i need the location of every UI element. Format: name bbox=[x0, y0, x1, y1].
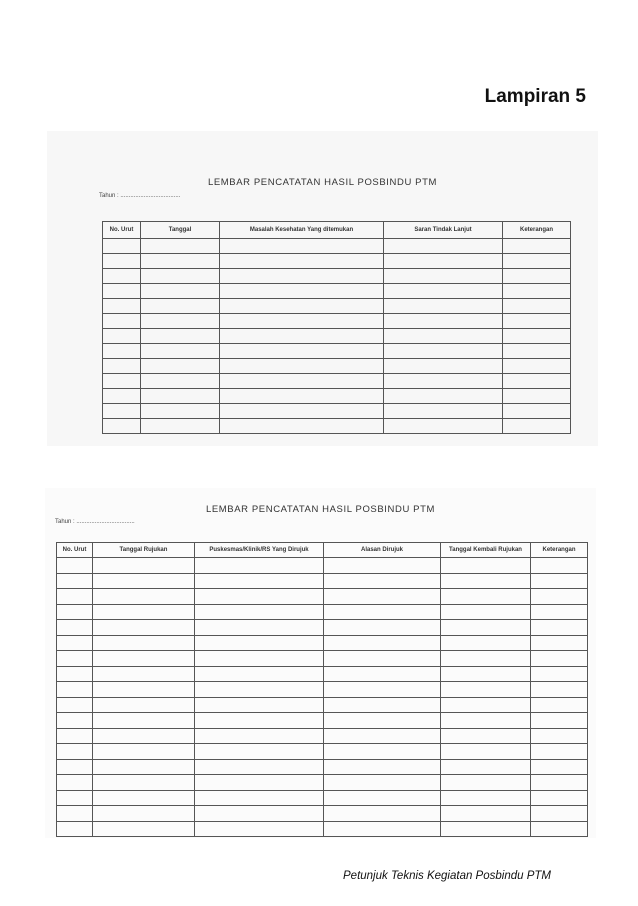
table-cell bbox=[57, 790, 93, 806]
table-cell bbox=[441, 573, 531, 589]
table-row bbox=[57, 682, 588, 698]
table-cell bbox=[531, 635, 588, 651]
table-cell bbox=[93, 604, 195, 620]
table-cell bbox=[503, 269, 571, 284]
table-cell bbox=[93, 697, 195, 713]
table-cell bbox=[220, 269, 384, 284]
table-cell bbox=[531, 821, 588, 837]
table-cell bbox=[141, 284, 220, 299]
table-cell bbox=[57, 775, 93, 791]
table-cell bbox=[141, 359, 220, 374]
table-cell bbox=[93, 821, 195, 837]
table-cell bbox=[103, 419, 141, 434]
table-cell bbox=[220, 374, 384, 389]
table-cell bbox=[57, 744, 93, 760]
table-cell bbox=[324, 821, 441, 837]
table-cell bbox=[103, 329, 141, 344]
form-1-header-saran: Saran Tindak Lanjut bbox=[384, 222, 503, 239]
table-cell bbox=[57, 620, 93, 636]
form-1-header-masalah: Masalah Kesehatan Yang ditemukan bbox=[220, 222, 384, 239]
table-cell bbox=[93, 728, 195, 744]
table-cell bbox=[384, 404, 503, 419]
table-cell bbox=[220, 329, 384, 344]
table-cell bbox=[195, 573, 324, 589]
table-cell bbox=[531, 573, 588, 589]
table-cell bbox=[195, 589, 324, 605]
table-cell bbox=[531, 713, 588, 729]
table-cell bbox=[531, 728, 588, 744]
table-cell bbox=[441, 821, 531, 837]
table-cell bbox=[441, 775, 531, 791]
table-cell bbox=[57, 651, 93, 667]
table-cell bbox=[220, 254, 384, 269]
form-2-title: LEMBAR PENCATATAN HASIL POSBINDU PTM bbox=[205, 504, 436, 515]
table-cell bbox=[384, 269, 503, 284]
table-cell bbox=[441, 759, 531, 775]
table-cell bbox=[441, 806, 531, 822]
table-cell bbox=[93, 759, 195, 775]
table-cell bbox=[57, 682, 93, 698]
table-cell bbox=[195, 806, 324, 822]
table-cell bbox=[384, 389, 503, 404]
table-cell bbox=[503, 299, 571, 314]
table-cell bbox=[531, 697, 588, 713]
table-cell bbox=[195, 744, 324, 760]
table-row bbox=[57, 651, 588, 667]
table-row bbox=[57, 589, 588, 605]
table-cell bbox=[441, 589, 531, 605]
table-cell bbox=[57, 573, 93, 589]
table-row bbox=[57, 573, 588, 589]
table-cell bbox=[503, 329, 571, 344]
table-cell bbox=[324, 666, 441, 682]
table-row bbox=[103, 359, 571, 374]
table-cell bbox=[57, 589, 93, 605]
table-cell bbox=[324, 558, 441, 574]
scanned-form-1 bbox=[47, 131, 598, 446]
table-cell bbox=[93, 806, 195, 822]
form-2-table bbox=[56, 542, 588, 837]
table-row bbox=[57, 821, 588, 837]
table-cell bbox=[195, 790, 324, 806]
table-cell bbox=[220, 284, 384, 299]
table-cell bbox=[57, 821, 93, 837]
table-cell bbox=[324, 713, 441, 729]
table-cell bbox=[93, 775, 195, 791]
table-cell bbox=[324, 744, 441, 760]
table-cell bbox=[441, 713, 531, 729]
table-cell bbox=[531, 604, 588, 620]
table-cell bbox=[441, 651, 531, 667]
table-cell bbox=[441, 682, 531, 698]
table-cell bbox=[384, 299, 503, 314]
table-row bbox=[103, 269, 571, 284]
scanned-form-2 bbox=[45, 488, 596, 838]
table-cell bbox=[441, 744, 531, 760]
table-row bbox=[57, 713, 588, 729]
table-cell bbox=[503, 389, 571, 404]
table-row bbox=[103, 284, 571, 299]
table-cell bbox=[195, 620, 324, 636]
table-cell bbox=[531, 651, 588, 667]
table-cell bbox=[384, 359, 503, 374]
table-cell bbox=[93, 651, 195, 667]
table-cell bbox=[103, 254, 141, 269]
table-cell bbox=[103, 269, 141, 284]
table-cell bbox=[195, 821, 324, 837]
table-cell bbox=[93, 635, 195, 651]
table-row bbox=[57, 759, 588, 775]
table-row bbox=[57, 806, 588, 822]
table-cell bbox=[195, 666, 324, 682]
table-cell bbox=[141, 299, 220, 314]
table-cell bbox=[141, 389, 220, 404]
table-cell bbox=[195, 697, 324, 713]
form-2-header-keterangan: Keterangan bbox=[531, 543, 588, 558]
table-cell bbox=[531, 790, 588, 806]
table-cell bbox=[103, 314, 141, 329]
table-cell bbox=[384, 314, 503, 329]
table-cell bbox=[324, 651, 441, 667]
table-cell bbox=[93, 744, 195, 760]
table-cell bbox=[103, 359, 141, 374]
table-cell bbox=[141, 344, 220, 359]
table-row bbox=[103, 344, 571, 359]
table-cell bbox=[531, 620, 588, 636]
form-2-header-tanggal-kembali: Tanggal Kembali Rujukan bbox=[441, 543, 531, 558]
table-cell bbox=[441, 728, 531, 744]
table-cell bbox=[220, 299, 384, 314]
table-cell bbox=[93, 790, 195, 806]
table-row bbox=[103, 299, 571, 314]
table-cell bbox=[531, 759, 588, 775]
table-cell bbox=[195, 635, 324, 651]
table-cell bbox=[93, 558, 195, 574]
table-cell bbox=[195, 604, 324, 620]
form-1-header-tanggal: Tanggal bbox=[141, 222, 220, 239]
table-cell bbox=[531, 666, 588, 682]
table-cell bbox=[324, 775, 441, 791]
table-cell bbox=[324, 635, 441, 651]
table-cell bbox=[324, 806, 441, 822]
table-cell bbox=[531, 558, 588, 574]
form-1-table bbox=[102, 221, 571, 434]
table-cell bbox=[93, 666, 195, 682]
table-cell bbox=[384, 344, 503, 359]
table-cell bbox=[503, 254, 571, 269]
table-cell bbox=[503, 314, 571, 329]
table-cell bbox=[195, 651, 324, 667]
table-cell bbox=[324, 697, 441, 713]
table-cell bbox=[441, 604, 531, 620]
table-cell bbox=[141, 329, 220, 344]
table-cell bbox=[103, 239, 141, 254]
table-cell bbox=[103, 374, 141, 389]
table-cell bbox=[220, 239, 384, 254]
table-row bbox=[103, 404, 571, 419]
form-1-header-no-urut: No. Urut bbox=[103, 222, 141, 239]
table-cell bbox=[93, 713, 195, 729]
table-cell bbox=[195, 775, 324, 791]
form-2-table-body bbox=[57, 558, 588, 837]
table-row bbox=[103, 239, 571, 254]
table-cell bbox=[57, 697, 93, 713]
table-cell bbox=[57, 806, 93, 822]
table-cell bbox=[141, 314, 220, 329]
table-cell bbox=[503, 359, 571, 374]
table-row bbox=[103, 389, 571, 404]
form-1-title: LEMBAR PENCATATAN HASIL POSBINDU PTM bbox=[207, 177, 438, 188]
table-cell bbox=[93, 589, 195, 605]
table-row bbox=[57, 697, 588, 713]
table-cell bbox=[57, 635, 93, 651]
table-row bbox=[57, 728, 588, 744]
table-cell bbox=[220, 419, 384, 434]
table-cell bbox=[531, 589, 588, 605]
table-row bbox=[57, 620, 588, 636]
table-cell bbox=[220, 404, 384, 419]
form-2-header-alasan: Alasan Dirujuk bbox=[324, 543, 441, 558]
table-cell bbox=[103, 284, 141, 299]
table-cell bbox=[103, 389, 141, 404]
table-cell bbox=[195, 558, 324, 574]
table-cell bbox=[57, 558, 93, 574]
table-cell bbox=[324, 728, 441, 744]
table-row bbox=[103, 419, 571, 434]
table-cell bbox=[141, 404, 220, 419]
table-cell bbox=[324, 759, 441, 775]
table-cell bbox=[93, 682, 195, 698]
table-cell bbox=[57, 604, 93, 620]
table-cell bbox=[220, 359, 384, 374]
table-cell bbox=[531, 744, 588, 760]
table-cell bbox=[220, 344, 384, 359]
table-cell bbox=[384, 284, 503, 299]
table-cell bbox=[195, 759, 324, 775]
table-cell bbox=[441, 620, 531, 636]
table-cell bbox=[324, 620, 441, 636]
form-1-tahun: Tahun : .................................... bbox=[99, 193, 181, 199]
table-cell bbox=[324, 604, 441, 620]
table-cell bbox=[141, 254, 220, 269]
table-cell bbox=[531, 775, 588, 791]
table-cell bbox=[503, 239, 571, 254]
table-cell bbox=[93, 620, 195, 636]
form-2-header-puskesmas: Puskesmas/Klinik/RS Yang Dirujuk bbox=[195, 543, 324, 558]
table-row bbox=[57, 558, 588, 574]
table-cell bbox=[384, 374, 503, 389]
table-cell bbox=[324, 790, 441, 806]
table-cell bbox=[141, 419, 220, 434]
table-cell bbox=[195, 728, 324, 744]
table-cell bbox=[57, 728, 93, 744]
table-row bbox=[103, 329, 571, 344]
table-cell bbox=[324, 573, 441, 589]
table-cell bbox=[441, 697, 531, 713]
table-cell bbox=[324, 589, 441, 605]
table-row bbox=[57, 775, 588, 791]
table-cell bbox=[441, 790, 531, 806]
table-cell bbox=[195, 682, 324, 698]
form-2-tahun: Tahun : ................................... bbox=[55, 519, 135, 525]
table-cell bbox=[141, 239, 220, 254]
table-cell bbox=[503, 404, 571, 419]
table-row bbox=[57, 635, 588, 651]
table-cell bbox=[384, 419, 503, 434]
form-2-header-tanggal-rujukan: Tanggal Rujukan bbox=[93, 543, 195, 558]
table-cell bbox=[531, 682, 588, 698]
table-cell bbox=[324, 682, 441, 698]
table-row bbox=[57, 744, 588, 760]
table-cell bbox=[220, 389, 384, 404]
table-cell bbox=[93, 573, 195, 589]
table-cell bbox=[503, 419, 571, 434]
table-cell bbox=[503, 374, 571, 389]
table-cell bbox=[441, 635, 531, 651]
table-cell bbox=[441, 558, 531, 574]
table-cell bbox=[103, 404, 141, 419]
page-heading-lampiran: Lampiran 5 bbox=[484, 86, 586, 107]
table-cell bbox=[503, 344, 571, 359]
table-cell bbox=[141, 374, 220, 389]
table-cell bbox=[384, 239, 503, 254]
form-1-table-body bbox=[103, 239, 571, 434]
table-cell bbox=[103, 344, 141, 359]
form-1-header-keterangan: Keterangan bbox=[503, 222, 571, 239]
table-cell bbox=[195, 713, 324, 729]
table-row bbox=[57, 790, 588, 806]
table-cell bbox=[103, 299, 141, 314]
table-row bbox=[57, 666, 588, 682]
table-cell bbox=[384, 254, 503, 269]
table-cell bbox=[503, 284, 571, 299]
table-row bbox=[103, 314, 571, 329]
form-2-header-no-urut: No. Urut bbox=[57, 543, 93, 558]
table-row bbox=[103, 374, 571, 389]
table-cell bbox=[57, 666, 93, 682]
table-cell bbox=[57, 759, 93, 775]
page-footer: Petunjuk Teknis Kegiatan Posbindu PTM bbox=[343, 870, 551, 882]
table-cell bbox=[531, 806, 588, 822]
table-cell bbox=[220, 314, 384, 329]
table-cell bbox=[57, 713, 93, 729]
table-cell bbox=[384, 329, 503, 344]
table-row bbox=[57, 604, 588, 620]
table-cell bbox=[441, 666, 531, 682]
table-cell bbox=[141, 269, 220, 284]
table-row bbox=[103, 254, 571, 269]
